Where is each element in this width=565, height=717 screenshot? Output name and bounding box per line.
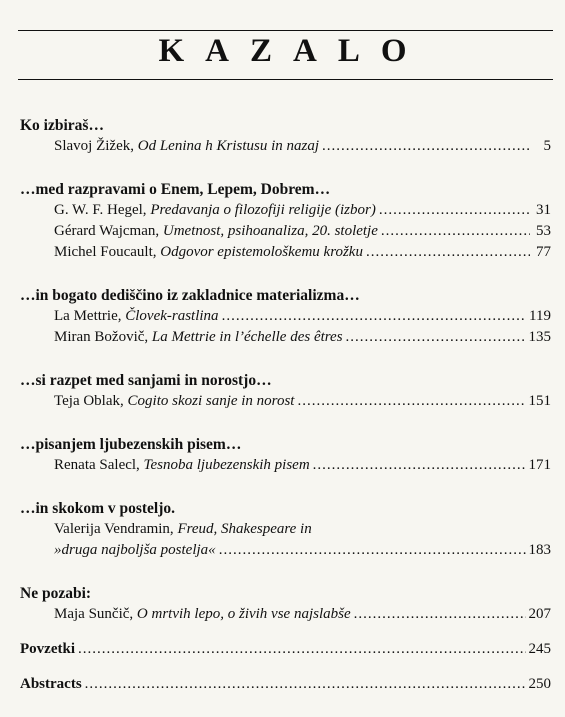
entry-label: Povzetki <box>20 641 75 657</box>
entry-page-number: 77 <box>536 244 551 260</box>
toc-section-sanjami-norostjo <box>20 370 551 412</box>
toc-entry <box>20 674 551 695</box>
entry-page-number: 183 <box>528 542 551 558</box>
dot-leader <box>354 604 526 625</box>
dot-leader <box>85 674 526 695</box>
dot-leader <box>219 540 526 561</box>
dot-leader <box>381 221 530 242</box>
entry-author: Slavoj Žižek, <box>54 138 138 154</box>
entry-page-number: 151 <box>528 393 551 409</box>
top-rule <box>18 30 553 31</box>
entry-page-number: 171 <box>528 457 551 473</box>
entry-page-number: 207 <box>528 606 551 622</box>
toc-entry <box>20 639 551 660</box>
entry-author: Maja Sunčič, <box>54 606 137 622</box>
table-of-contents <box>20 115 551 717</box>
toc-section-ne-pozabi <box>20 583 551 625</box>
entry-label: Abstracts <box>20 676 82 692</box>
entry-title: Umetnost, psihoanaliza, 20. stoletje <box>162 223 378 239</box>
toc-entry <box>20 455 551 476</box>
entry-title: Tesnoba ljubezenskih pisem <box>143 457 310 473</box>
section-heading: …med razpravami o Enem, Lepem, Dobrem… <box>20 181 331 198</box>
entry-title: O mrtvih lepo, o živih vse najslabše <box>136 606 351 622</box>
entry-page-number: 31 <box>536 202 551 218</box>
section-heading: …pisanjem ljubezenskih pisem… <box>20 436 242 453</box>
entry-title-part: »druga najboljša postelja« <box>54 542 216 558</box>
toc-section-med-razpravami <box>20 179 551 263</box>
toc-entry <box>20 540 551 561</box>
toc-section-ljubezenskih-pisem <box>20 434 551 476</box>
entry-page-number: 53 <box>536 223 551 239</box>
section-heading: …in skokom v posteljo. <box>20 500 176 517</box>
title-underline-rule <box>18 79 553 80</box>
toc-entry <box>20 391 551 412</box>
toc-entry-first-line <box>20 519 551 540</box>
toc-section-v-posteljo <box>20 498 551 561</box>
dot-leader <box>379 200 530 221</box>
section-heading: …si razpet med sanjami in norostjo… <box>20 372 272 389</box>
entry-title: Od Lenina h Kristusu in nazaj <box>137 138 320 154</box>
dot-leader <box>222 306 526 327</box>
entry-title: Človek-rastlina <box>125 308 219 324</box>
toc-entry <box>20 136 551 157</box>
section-heading: Ko izbiraš… <box>20 117 104 134</box>
toc-section-ko-izbiras <box>20 115 551 157</box>
entry-title: La Mettrie in l’échelle des êtres <box>151 329 343 345</box>
entry-author: G. W. F. Hegel, <box>54 202 151 218</box>
entry-author: Teja Oblak, <box>54 393 128 409</box>
toc-entry <box>20 604 551 625</box>
entry-author: Miran Božovič, <box>54 329 152 345</box>
entry-author: La Mettrie, <box>54 308 126 324</box>
dot-leader <box>78 639 526 660</box>
entry-page-number: 250 <box>528 676 551 692</box>
dot-leader <box>322 136 530 157</box>
toc-section-povzetki <box>20 639 551 660</box>
entry-title: Cogito skozi sanje in norost <box>127 393 295 409</box>
dot-leader <box>297 391 525 412</box>
entry-title-part: Freud, Shakespeare in <box>177 521 312 537</box>
toc-section-bogato-dediscino <box>20 285 551 348</box>
entry-page-number: 135 <box>528 329 551 345</box>
toc-entry <box>20 221 551 242</box>
entry-page-number: 245 <box>528 641 551 657</box>
entry-title: Predavanja o filozofiji religije (izbor) <box>150 202 376 218</box>
entry-page-number: 5 <box>543 138 551 154</box>
toc-entry <box>20 242 551 263</box>
toc-entry <box>20 200 551 221</box>
toc-entry <box>20 327 551 348</box>
toc-entry <box>20 306 551 327</box>
entry-author: Valerija Vendramin, <box>54 521 178 537</box>
section-heading: Ne pozabi: <box>20 585 92 602</box>
page-title: KAZALO <box>158 33 428 69</box>
entry-author: Renata Salecl, <box>54 457 144 473</box>
dot-leader <box>313 455 526 476</box>
entry-page-number: 119 <box>529 308 551 324</box>
toc-section-abstracts <box>20 674 551 695</box>
dot-leader <box>366 242 530 263</box>
section-heading: …in bogato dediščino iz zakladnice materializma… <box>20 287 360 304</box>
entry-title: Odgovor epistemološkemu krožku <box>160 244 363 260</box>
dot-leader <box>346 327 526 348</box>
entry-author: Michel Foucault, <box>54 244 161 260</box>
entry-author: Gérard Wajcman, <box>54 223 163 239</box>
